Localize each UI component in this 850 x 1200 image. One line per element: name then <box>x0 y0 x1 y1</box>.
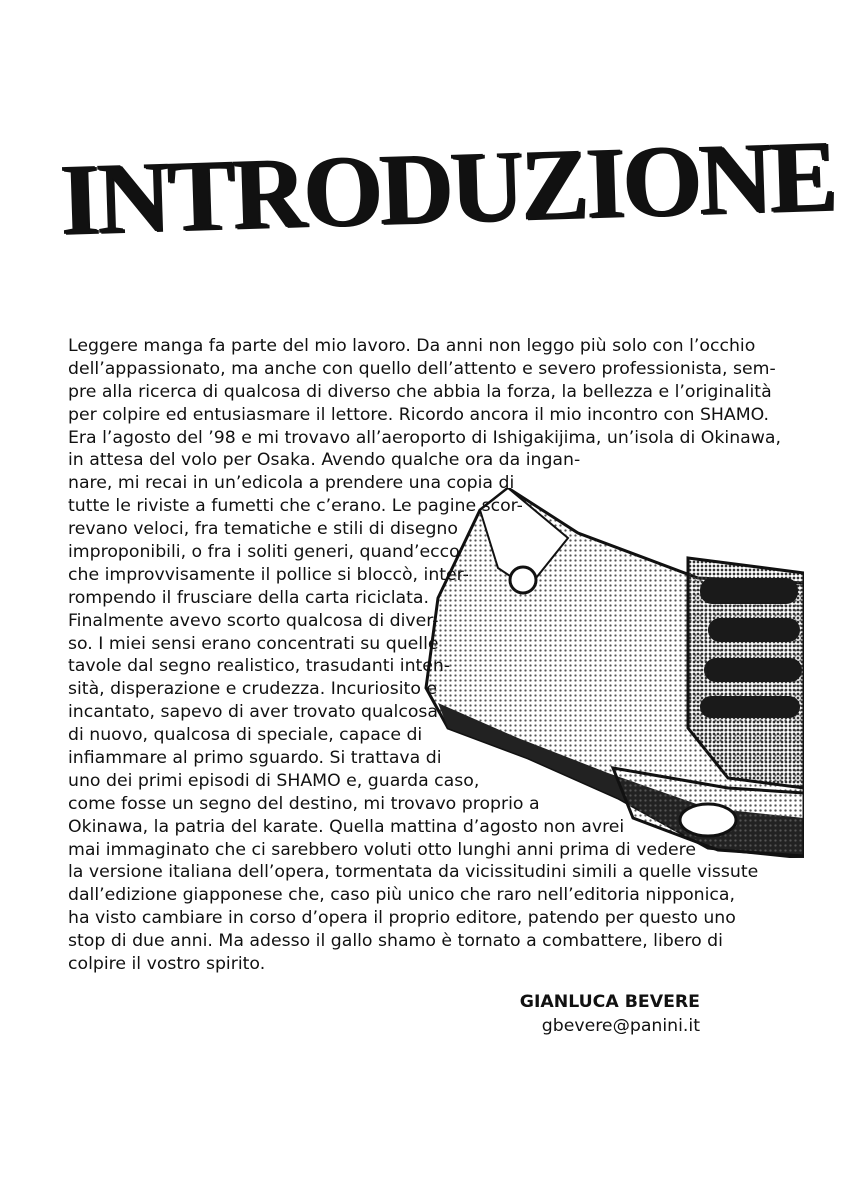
text-line: Finalmente avevo scorto qualcosa di diver- <box>68 610 439 631</box>
text-line: sità, disperazione e crudezza. Incuriosito e <box>68 679 438 700</box>
text-line: ha visto cambiare in corso d’opera il proprio editore, patendo per questo uno <box>68 908 736 929</box>
text-line: uno dei primi episodi di SHAMO e, guarda caso, <box>68 770 480 791</box>
text-line: per colpire ed entusiasmare il lettore. Ricordo ancora il mio incontro con SHAMO. <box>68 404 770 425</box>
text-line: in attesa del volo per Osaka. Avendo qualche ora da ingan- <box>68 450 581 471</box>
text-line: di nuovo, qualcosa di speciale, capace di <box>68 725 423 746</box>
text-line: che improvvisamente il pollice si bloccò, inter- <box>68 564 469 585</box>
author-email[interactable]: gbevere@panini.it <box>541 1016 700 1036</box>
text-line: stop di due anni. Ma adesso il gallo shamo è tornato a combattere, libero di <box>68 931 723 952</box>
text-line: colpire il vostro spirito. <box>68 954 266 975</box>
text-line: revano veloci, fra tematiche e stili di disegno <box>68 519 458 540</box>
author-name: GIANLUCA BEVERE <box>519 992 700 1012</box>
text-line: mai immaginato che ci sarebbero voluti otto lunghi anni prima di vedere <box>68 839 697 860</box>
text-line: improponibili, o fra i soliti generi, quand’ecco <box>68 542 460 563</box>
text-line: rompendo il frusciare della carta riciclata. <box>68 587 430 608</box>
text-line: tavole dal segno realistico, trasudanti inten- <box>68 656 451 677</box>
text-line: tutte le riviste a fumetti che c’erano. Le pagine scor- <box>68 496 523 517</box>
text-line: so. I miei sensi erano concentrati su quelle <box>68 633 439 654</box>
text-line: dell’appassionato, ma anche con quello dell’attento e severo professionista, sem- <box>68 358 776 379</box>
text-line: Okinawa, la patria del karate. Quella mattina d’agosto non avrei <box>68 816 625 837</box>
text-line: come fosse un segno del destino, mi trovavo proprio a <box>68 793 540 814</box>
page-title: INTRODUZIONE <box>57 119 836 257</box>
intro-text <box>68 335 781 976</box>
text-line: dall’edizione giapponese che, caso più unico che raro nell’editoria nipponica, <box>68 885 735 906</box>
signature <box>520 990 700 1038</box>
text-line: nare, mi recai in un’edicola a prendere una copia di <box>68 473 515 494</box>
text-line: pre alla ricerca di qualcosa di diverso che abbia la forza, la bellezza e l’originalità <box>68 381 772 402</box>
text-line: incantato, sapevo di aver trovato qualcosa <box>68 702 439 723</box>
text-line: infiammare al primo sguardo. Si trattava di <box>68 748 442 769</box>
text-line: Era l’agosto del ’98 e mi trovavo all’aeroporto di Ishigakijima, un’isola di Okinawa, <box>68 427 781 448</box>
text-line: la versione italiana dell’opera, tormentata da vicissitudini simili a quelle vissute <box>68 862 759 883</box>
text-line: Leggere manga fa parte del mio lavoro. Da anni non leggo più solo con l’occhio <box>68 336 756 356</box>
